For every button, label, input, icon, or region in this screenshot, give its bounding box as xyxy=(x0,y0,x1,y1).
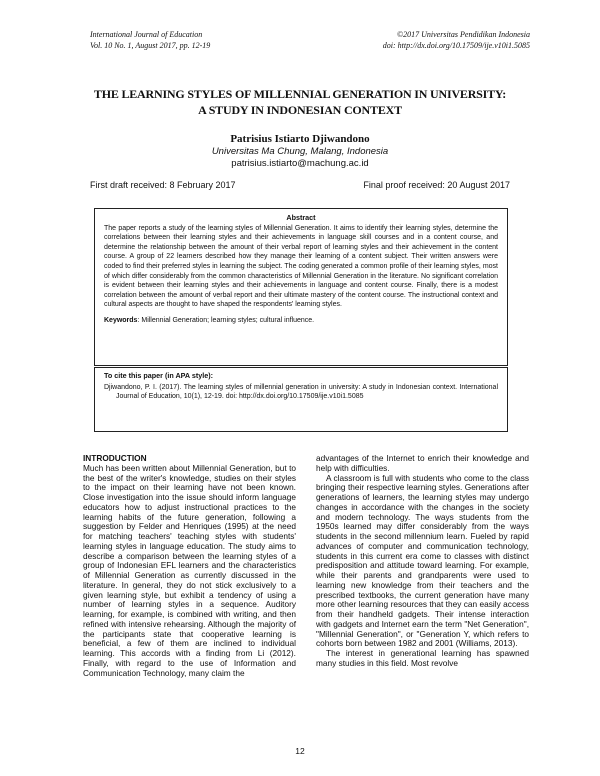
doi-link[interactable]: doi: http://dx.doi.org/10.17509/ije.v10i1.5085 xyxy=(382,41,530,50)
body-paragraph: The interest in generational learning has spawned many studies in this field. Most revolve xyxy=(316,648,529,668)
page-number: 12 xyxy=(295,746,305,756)
body-paragraph: advantages of the Internet to enrich their knowledge and help with difficulties. xyxy=(316,453,529,473)
abstract-heading: Abstract xyxy=(286,213,316,222)
keywords-list: : Millennial Generation; learning styles; cultural influence. xyxy=(137,316,315,324)
first-draft-date: First draft received: 8 February 2017 xyxy=(90,180,236,190)
citation-heading: To cite this paper (in APA style): xyxy=(104,371,214,380)
copyright-notice: ©2017 Universitas Pendidikan Indonesia xyxy=(397,30,530,39)
keywords xyxy=(104,316,498,326)
author-email[interactable]: patrisius.istiarto@machung.ac.id xyxy=(231,158,369,169)
keywords-label: Keywords xyxy=(104,316,138,324)
body-paragraph: A classroom is full with students who come to the class bringing their respective learning styles. Generations after generations of learners, the learning styles may undergo changes in accordance with the changes in the society and modern technology. The ways students from the 1950s learned may differ considerably from the ways students in the second millennium learn. Fueled by rapid advances of computer and communication technology, students in this current era come to classes with distinct predisposition and attitude toward learning. For example, while their parents and grandparents were used to learning new knowledge from their teachers and the prescribed textbooks, the current generation have many more other learning resources that they can easily access from their handheld gadgets. Their intense interaction with gadgets and Internet earn the term "Net Generation", "Millennial Generation", or "Generation Y, which refers to cohorts born between 1982 and 2001 (Williams, 2013). xyxy=(316,472,529,649)
abstract-text: The paper reports a study of the learning styles of Millennial Generation. It aims to identify their learning styles, determine the correlations between their learning styles and their achievements in language skill courses and in a content course, and determine the relationship between the amount of their verbal report of learning styles and their achievement in the content course. A group of 22 learners described how they manage their learning of a content subject. Their written answers were coded to find their preferred styles in learning the subject. The coding generated a common profile of their learning styles, most of which differ considerably from the common characteristics of Millennial Generation in the literature. No significant correlation is evident between their learning styles and their achievements in language and content course. Finally, there is a modest correlation between the amount of verbal report and their ultimate mastery of the content course. The instructional context and cultural aspects are thought to have shaped the respondents' learning styles. xyxy=(104,224,498,309)
running-header-right xyxy=(383,29,530,51)
body-column-right xyxy=(316,454,529,669)
paper-title: THE LEARNING STYLES OF MILLENNIAL GENERATION IN UNIVERSITY: A STUDY IN INDONESIAN CONTEXT xyxy=(93,87,507,117)
body-paragraph: Much has been written about Millennial Generation, but to the best of the writer's knowledge, studies on their styles to the impact on their learning have not been known. Close investigation into the issue should inform language educators how to adjust instructional practices to the learning habits of the future generation, following a suggestion by Felder and Henriques (1995) at the need for matching teachers' teaching styles with students' learning styles in language education. The study aims to describe a comparison between the learning styles of a group of Indonesian EFL learners and the characteristics of Millennial Generation as currently discussed in the literature. In general, they do not stick exclusively to a given learning style, but exhibit a tendency of using a number of learning styles in a sequence. Auditory learning, for example, is combined with writing, and then refined with intensive rehearsing. Although the majority of the participants state that cooperative learning is beneficial, a few of them are inclined to individual learning. This accords with a finding from Li (2012). Finally, with regard to the use of Information and Communication Technology, many claim the xyxy=(83,462,296,678)
author-block xyxy=(90,133,510,170)
running-header-left xyxy=(90,29,210,51)
body-column-left xyxy=(83,454,296,678)
citation-box xyxy=(94,367,508,432)
journal-volume: Vol. 10 No. 1, August 2017, pp. 12-19 xyxy=(90,41,211,50)
author-affiliation: Universitas Ma Chung, Malang, Indonesia xyxy=(211,146,389,157)
final-proof-date: Final proof received: 20 August 2017 xyxy=(363,180,510,190)
citation-text: Djiwandono, P. I. (2017). The learning styles of millennial generation in university: A study in Indonesian context. International Journal of Education, 10(1), 12-19. doi: http://dx.doi.org/10.17509/ije.v10i1.5085 xyxy=(104,383,498,401)
section-heading-introduction: INTRODUCTION xyxy=(83,453,147,463)
author-name: Patrisius Istiarto Djiwandono xyxy=(230,133,370,145)
journal-name: International Journal of Education xyxy=(90,30,203,39)
abstract-box xyxy=(94,208,508,366)
